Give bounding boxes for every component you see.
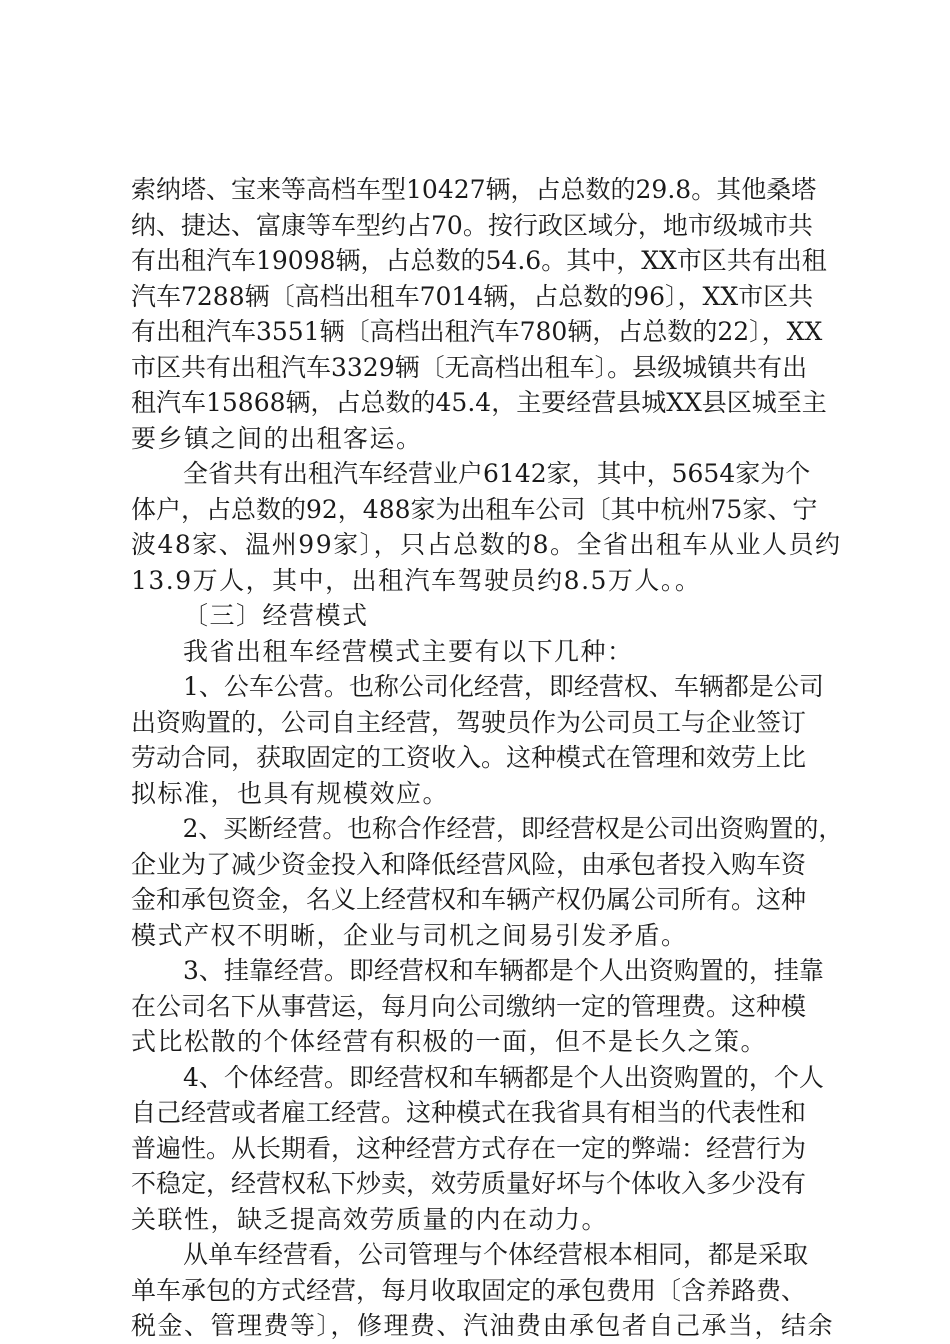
text-line: 体户，占总数的92，488家为出租车公司〔其中杭州75家、宁: [131, 494, 818, 524]
document-body: [131, 172, 843, 1344]
text-line: 波48家、温州99家〕，只占总数的8。全省出租车从业人员约: [131, 530, 842, 559]
text-line: 出资购置的，公司自主经营，驾驶员作为公司员工与企业签订: [131, 707, 807, 737]
text-line: 汽车7288辆〔高档出租车7014辆，占总数的96〕，XX市区共: [131, 281, 814, 311]
text-line: 有出租汽车19098辆，占总数的54.6。其中，XX市区共有出租: [131, 246, 827, 275]
paragraph-first-line: 3、挂靠经营。即经营权和车辆都是个人出资购置的，挂靠: [183, 956, 824, 985]
text-line: 市区共有出租汽车3329辆〔无高档出租车〕。县级城镇共有出: [131, 352, 808, 382]
text-line: 自己经营或者雇工经营。这种模式在我省具有相当的代表性和: [131, 1098, 807, 1127]
text-line: 13.9万人，其中，出租汽车驾驶员约8.5万人。。: [131, 565, 702, 595]
text-line: 有出租汽车3551辆〔高档出租汽车780辆，占总数的22〕，XX: [131, 317, 823, 346]
text-line: 模式产权不明晰，企业与司机之间易引发矛盾。: [131, 920, 688, 950]
text-line: 不稳定，经营权私下炒卖，效劳质量好坏与个体收入多少没有: [131, 1169, 807, 1198]
text-line: 拟标准，也具有规模效应。: [131, 778, 450, 808]
paragraph-first-line: 4、个体经营。即经营权和车辆都是个人出资购置的，个人: [183, 1062, 824, 1092]
text-line: 企业为了减少资金投入和降低经营风险，由承包者投入购车资: [131, 849, 807, 879]
paragraph-first-line: 我省出租车经营模式主要有以下几种：: [183, 636, 634, 666]
paragraph-first-line: 1、公车公营。也称公司化经营，即经营权、车辆都是公司: [183, 672, 824, 701]
text-line: 租汽车15868辆，占总数的45.4，主要经营县城XX县区城至主: [131, 388, 827, 417]
text-line: 税金、管理费等〕，修理费、汽油费由承包者自己承当，结余: [131, 1311, 835, 1340]
paragraph-first-line: 〔三〕经营模式: [183, 601, 369, 630]
text-line: 要乡镇之间的出租客运。: [131, 423, 423, 453]
paragraph-first-line: 从单车经营看，公司管理与个体经营根本相同，都是采取: [183, 1240, 809, 1269]
text-line: 普遍性。从长期看，这种经营方式存在一定的弊端：经营行为: [131, 1133, 807, 1163]
text-line: 式比松散的个体经营有积极的一面，但不是长久之策。: [131, 1027, 768, 1056]
paragraph-first-line: 2、买断经营。也称合作经营，即经营权是公司出资购置的，: [182, 814, 844, 843]
paragraph-first-line: 全省共有出租汽车经营业户6142家，其中，5654家为个: [183, 459, 811, 488]
text-line: 金和承包资金，名义上经营权和车辆产权仍属公司所有。这种: [131, 885, 807, 914]
text-line: 劳动合同，获取固定的工资收入。这种模式在管理和效劳上比: [131, 743, 807, 772]
text-line: 单车承包的方式经营，每月收取固定的承包费用〔含养路费、: [131, 1275, 807, 1305]
text-line: 纳、捷达、富康等车型约占70。按行政区域分，地市级城市共: [131, 210, 813, 240]
text-line: 索纳塔、宝来等高档车型10427辆，占总数的29.8。其他桑塔: [131, 175, 817, 204]
text-line: 关联性，缺乏提高效劳质量的内在动力。: [131, 1204, 609, 1234]
text-line: 在公司名下从事营运，每月向公司缴纳一定的管理费。这种模: [131, 991, 807, 1021]
